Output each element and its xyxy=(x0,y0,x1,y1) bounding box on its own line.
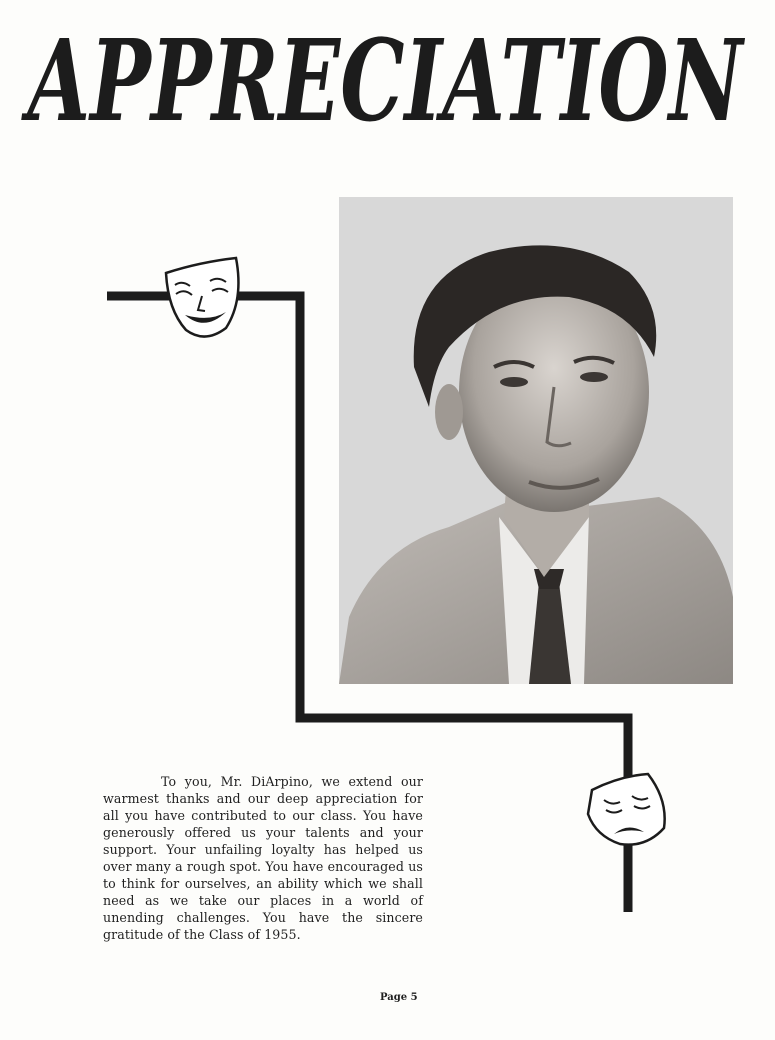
dedication-text xyxy=(103,773,423,943)
tragedy-mask-icon xyxy=(588,774,665,845)
portrait-photo xyxy=(339,197,733,684)
page-title xyxy=(20,20,750,140)
comedy-mask-icon xyxy=(166,258,238,337)
page-number: Page 5 xyxy=(380,992,418,1003)
page-title-text: APPRECIATION xyxy=(21,20,746,140)
dedication-paragraph: To you, Mr. DiArpino, we extend our warmest thanks and our deep appreciation for all you have contributed to our class. You have generously offered us your talents and your support. Your unfailing loyalty has helped us over many a rough spot. You have encouraged us to think for ourselves, an ability which we shall need as we take our places in a world of unending challenges. You have the sincere gratitude of the Class of 1955. xyxy=(103,774,423,942)
